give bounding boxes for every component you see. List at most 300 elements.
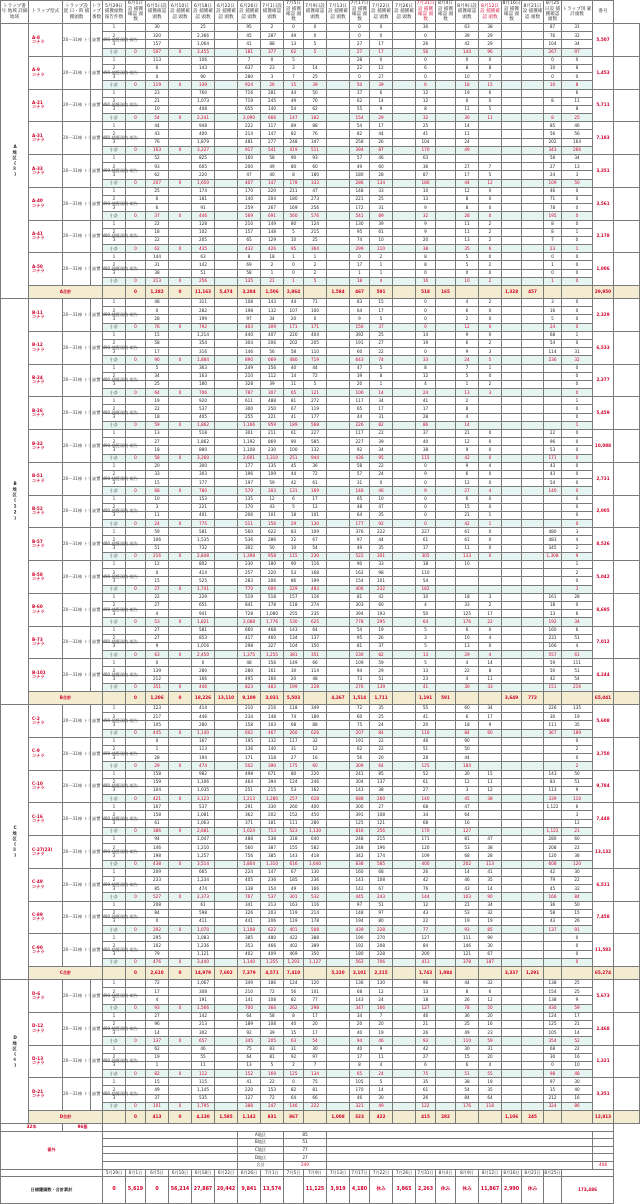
data-cell bbox=[502, 1094, 522, 1102]
data-cell: 15 bbox=[479, 770, 502, 778]
data-cell bbox=[393, 569, 416, 577]
data-cell: 23 bbox=[416, 675, 436, 683]
data-cell bbox=[327, 421, 350, 429]
data-cell: 4 bbox=[562, 642, 593, 650]
data-cell: 33 bbox=[370, 561, 393, 569]
data-cell: 535 bbox=[192, 1094, 215, 1102]
data-cell: 6 bbox=[479, 988, 502, 996]
trap-number-cell bbox=[614, 626, 640, 659]
data-cell: 37 bbox=[350, 89, 370, 97]
data-cell: 0 bbox=[350, 32, 370, 40]
data-cell: 0 bbox=[126, 421, 146, 429]
data-cell bbox=[215, 729, 238, 737]
data-cell: 228 bbox=[370, 950, 393, 958]
data-cell: 350 bbox=[304, 950, 327, 958]
data-cell bbox=[436, 520, 456, 528]
data-cell bbox=[436, 1020, 456, 1028]
data-cell: 25 bbox=[146, 380, 169, 388]
data-cell: 222 bbox=[370, 528, 393, 536]
data-cell bbox=[393, 495, 416, 503]
data-cell bbox=[169, 1045, 192, 1053]
data-cell: 33 bbox=[479, 683, 502, 691]
row-number: 1 bbox=[103, 770, 126, 778]
data-cell bbox=[436, 1061, 456, 1069]
row-number: 3 bbox=[103, 105, 126, 113]
data-cell: 280 bbox=[238, 667, 261, 675]
zone-total-cell: 245 bbox=[522, 1111, 544, 1124]
data-cell: 59 bbox=[146, 421, 169, 429]
data-cell: 0 bbox=[562, 195, 593, 203]
data-cell: 181 bbox=[238, 48, 261, 56]
data-cell: 13 bbox=[416, 667, 436, 675]
zone-total-cell: 165 bbox=[436, 286, 456, 299]
data-cell: 24 bbox=[370, 996, 393, 1004]
data-cell: 15 bbox=[146, 577, 169, 585]
data-cell: 86 bbox=[284, 577, 304, 585]
data-cell bbox=[393, 122, 416, 130]
data-cell bbox=[502, 917, 522, 925]
data-cell: 414 bbox=[192, 569, 215, 577]
data-cell bbox=[436, 195, 456, 203]
data-cell bbox=[522, 470, 544, 478]
data-cell: 2 bbox=[479, 380, 502, 388]
data-cell bbox=[522, 462, 544, 470]
data-cell: 13 bbox=[562, 163, 593, 171]
data-cell bbox=[215, 89, 238, 97]
data-cell: 195 bbox=[238, 737, 261, 745]
data-cell bbox=[393, 413, 416, 421]
data-cell: 94 bbox=[146, 836, 169, 844]
data-cell: 243 bbox=[370, 893, 393, 901]
data-cell bbox=[502, 996, 522, 1004]
data-cell: 41 bbox=[416, 130, 436, 138]
data-cell bbox=[522, 380, 544, 388]
data-cell bbox=[544, 520, 562, 528]
data-cell: 63 bbox=[284, 1037, 304, 1045]
data-cell: 8 bbox=[416, 364, 436, 372]
data-cell: 371 bbox=[238, 819, 261, 827]
data-cell: 103 bbox=[261, 721, 284, 729]
data-cell: 570 bbox=[238, 487, 261, 495]
data-cell bbox=[393, 32, 416, 40]
data-cell: 6 bbox=[416, 1061, 436, 1069]
data-cell: 42 bbox=[544, 675, 562, 683]
data-cell: 196 bbox=[238, 470, 261, 478]
data-cell: 274 bbox=[304, 601, 327, 609]
data-cell: 732 bbox=[192, 544, 215, 552]
data-cell: 4 bbox=[479, 634, 502, 642]
extra-right-value: 408 bbox=[593, 1161, 614, 1169]
data-cell bbox=[436, 155, 456, 163]
trap-label: D-13 コナラ bbox=[29, 1045, 63, 1078]
data-cell: 177 bbox=[238, 462, 261, 470]
data-cell bbox=[522, 163, 544, 171]
row-number: 3 bbox=[103, 269, 126, 277]
data-cell: 49 bbox=[261, 163, 284, 171]
data-cell: 9 bbox=[370, 1045, 393, 1053]
data-cell: 8 bbox=[562, 81, 593, 89]
column-header: 6月26日設 捕獲確認 頭数 bbox=[238, 1, 261, 24]
data-cell bbox=[544, 950, 562, 958]
data-cell: 483 bbox=[261, 683, 284, 691]
data-cell bbox=[169, 89, 192, 97]
data-cell bbox=[169, 1061, 192, 1069]
data-cell: 39 bbox=[261, 380, 284, 388]
data-cell: 27 bbox=[146, 585, 169, 593]
data-cell: 3,455 bbox=[192, 48, 215, 56]
data-cell bbox=[502, 729, 522, 737]
data-cell: 176 bbox=[456, 1102, 479, 1110]
data-cell: 12 bbox=[416, 901, 436, 909]
data-cell bbox=[393, 917, 416, 925]
data-cell bbox=[169, 372, 192, 380]
data-cell bbox=[393, 950, 416, 958]
trap-cumulative: 5,042 bbox=[593, 561, 614, 594]
data-cell: 581 bbox=[192, 528, 215, 536]
data-cell bbox=[169, 32, 192, 40]
data-cell bbox=[327, 786, 350, 794]
zone-total-cell: 2,864 bbox=[284, 286, 304, 299]
footer-date: 8月4日 bbox=[436, 1169, 456, 1177]
bottom-value: 27,887 bbox=[192, 1177, 215, 1204]
column-header: トラップ番号 地域 詳細地域 bbox=[1, 1, 29, 24]
data-cell bbox=[502, 212, 522, 220]
data-cell: 1,862 bbox=[192, 438, 215, 446]
data-cell: 9 bbox=[456, 446, 479, 454]
data-cell bbox=[126, 462, 146, 470]
data-cell: 109 bbox=[350, 659, 370, 667]
footer-date: 8月9日 bbox=[456, 1169, 479, 1177]
trap-type: 20～31棟 トラップ bbox=[63, 155, 91, 188]
data-cell bbox=[522, 97, 544, 105]
data-cell: 488 bbox=[261, 397, 284, 405]
data-cell: 35 bbox=[416, 1078, 436, 1086]
data-cell: 191 bbox=[350, 737, 370, 745]
data-cell: 16 bbox=[562, 1053, 593, 1061]
data-cell: 232 bbox=[370, 585, 393, 593]
data-cell: 129 bbox=[261, 236, 284, 244]
trap-label: A-40 コナラ bbox=[29, 187, 63, 220]
data-cell bbox=[436, 470, 456, 478]
data-cell bbox=[436, 836, 456, 844]
data-cell: 0 bbox=[370, 56, 393, 64]
data-cell: 3,123 bbox=[192, 795, 215, 803]
data-cell bbox=[169, 97, 192, 105]
data-cell bbox=[502, 942, 522, 950]
data-cell: 115 bbox=[284, 552, 304, 560]
data-cell: 5 bbox=[261, 1061, 284, 1069]
column-header: 7月5日設 捕獲確認 頭数 bbox=[284, 1, 304, 24]
data-cell bbox=[169, 138, 192, 146]
data-cell: 11 bbox=[456, 220, 479, 228]
data-cell bbox=[393, 634, 416, 642]
data-cell bbox=[169, 836, 192, 844]
data-cell bbox=[436, 860, 456, 868]
data-cell: 5 bbox=[370, 1078, 393, 1086]
data-cell bbox=[169, 503, 192, 511]
data-cell: 0 bbox=[562, 372, 593, 380]
area-label: A地区(８) bbox=[1, 24, 29, 299]
data-cell: 37 bbox=[370, 323, 393, 331]
data-cell: 9 bbox=[562, 996, 593, 1004]
data-cell: 110 bbox=[456, 1037, 479, 1045]
data-cell bbox=[215, 942, 238, 950]
data-cell bbox=[479, 811, 502, 819]
data-cell: 58 bbox=[261, 155, 284, 163]
data-cell: 1,310 bbox=[261, 454, 284, 462]
data-cell: 216 bbox=[146, 552, 169, 560]
data-cell bbox=[544, 561, 562, 569]
data-cell bbox=[393, 212, 416, 220]
data-cell: 44 bbox=[304, 364, 327, 372]
data-cell bbox=[327, 885, 350, 893]
data-cell bbox=[327, 737, 350, 745]
data-cell bbox=[522, 934, 544, 942]
data-cell: 0 bbox=[126, 729, 146, 737]
data-cell: 318 bbox=[284, 836, 304, 844]
row-number: 小計 bbox=[103, 454, 126, 462]
data-cell bbox=[522, 528, 544, 536]
data-cell bbox=[327, 860, 350, 868]
data-cell: 152 bbox=[284, 811, 304, 819]
data-cell: 86 bbox=[562, 1102, 593, 1110]
data-cell: 295 bbox=[370, 618, 393, 626]
data-cell: 112 bbox=[192, 1070, 215, 1078]
data-cell: 20 bbox=[416, 721, 436, 729]
data-cell bbox=[169, 430, 192, 438]
data-cell: 59 bbox=[562, 1004, 593, 1012]
data-cell: 0 bbox=[562, 495, 593, 503]
data-cell bbox=[436, 421, 456, 429]
data-cell: 59 bbox=[479, 1037, 502, 1045]
data-cell bbox=[502, 479, 522, 487]
trap-method: 設置 N90 捕獲頭数 報告 bbox=[91, 299, 103, 332]
column-header: 7月1日設 捕獲確認 頭数 bbox=[261, 1, 284, 24]
table-row bbox=[1, 980, 640, 988]
data-cell bbox=[522, 446, 544, 454]
data-cell: 22 bbox=[416, 917, 436, 925]
data-cell bbox=[327, 430, 350, 438]
data-cell: 0 bbox=[562, 261, 593, 269]
data-cell: 1,640 bbox=[304, 860, 327, 868]
data-cell: 1,047 bbox=[192, 836, 215, 844]
data-cell: 2,241 bbox=[192, 114, 215, 122]
data-cell: 60 bbox=[479, 729, 502, 737]
data-cell bbox=[522, 397, 544, 405]
data-cell: 4 bbox=[479, 651, 502, 659]
data-cell bbox=[436, 659, 456, 667]
data-cell: 184 bbox=[456, 762, 479, 770]
data-cell: 142 bbox=[192, 261, 215, 269]
data-cell bbox=[169, 269, 192, 277]
data-cell bbox=[502, 836, 522, 844]
data-cell bbox=[393, 642, 416, 650]
data-cell: 45 bbox=[238, 32, 261, 40]
data-cell: 226 bbox=[544, 705, 562, 713]
data-cell: 276 bbox=[350, 683, 370, 691]
data-cell bbox=[327, 778, 350, 786]
data-cell: 22 bbox=[370, 462, 393, 470]
data-cell bbox=[393, 1012, 416, 1020]
data-cell: 78 bbox=[456, 1004, 479, 1012]
data-cell bbox=[169, 122, 192, 130]
data-cell: 36 bbox=[544, 901, 562, 909]
row-number: 1 bbox=[103, 253, 126, 261]
data-cell: 97 bbox=[304, 1053, 327, 1061]
data-cell bbox=[393, 331, 416, 339]
data-cell: 10 bbox=[416, 593, 436, 601]
data-cell: 0 bbox=[416, 73, 436, 81]
data-cell: 303 bbox=[261, 487, 284, 495]
trap-cumulative: 2,329 bbox=[593, 299, 614, 332]
data-cell: 76 bbox=[416, 885, 436, 893]
data-cell: 29 bbox=[370, 667, 393, 675]
data-cell: 115 bbox=[192, 1078, 215, 1086]
data-cell: 206 bbox=[261, 917, 284, 925]
row-number: 1 bbox=[103, 24, 126, 32]
data-cell: 61 bbox=[146, 819, 169, 827]
data-cell bbox=[436, 577, 456, 585]
data-cell bbox=[393, 397, 416, 405]
row-number: 1 bbox=[103, 626, 126, 634]
data-cell: 0 bbox=[562, 520, 593, 528]
data-cell bbox=[436, 236, 456, 244]
data-cell: 5 bbox=[146, 364, 169, 372]
data-cell: 342 bbox=[350, 852, 370, 860]
data-cell bbox=[544, 577, 562, 585]
column-header: トラップ別 累計頭数 bbox=[562, 1, 593, 24]
data-cell: 52 bbox=[146, 155, 169, 163]
data-cell bbox=[393, 179, 416, 187]
row-number: 2 bbox=[103, 811, 126, 819]
row-number: 3 bbox=[103, 721, 126, 729]
data-cell bbox=[327, 479, 350, 487]
data-cell: 93 bbox=[456, 926, 479, 934]
data-cell: 9 bbox=[350, 315, 370, 323]
data-cell bbox=[436, 495, 456, 503]
data-cell bbox=[436, 909, 456, 917]
data-cell: 134 bbox=[304, 1070, 327, 1078]
data-cell bbox=[393, 64, 416, 72]
data-cell: 0 bbox=[126, 860, 146, 868]
data-cell bbox=[215, 339, 238, 347]
data-cell: 11 bbox=[456, 228, 479, 236]
data-cell: 1 bbox=[284, 253, 304, 261]
trap-method: 設置 N90 捕獲頭数 報告 bbox=[91, 561, 103, 594]
data-cell: 1,080 bbox=[261, 610, 284, 618]
trap-method: 設置 N90 捕獲頭数 報告 bbox=[91, 770, 103, 803]
data-cell: 25 bbox=[562, 114, 593, 122]
data-cell bbox=[169, 721, 192, 729]
data-cell: 1,108 bbox=[238, 446, 261, 454]
data-cell: 127 bbox=[238, 1094, 261, 1102]
data-cell bbox=[393, 1029, 416, 1037]
data-cell: 81 bbox=[350, 642, 370, 650]
data-cell: 44 bbox=[456, 754, 479, 762]
data-cell: 68 bbox=[370, 868, 393, 876]
zone-subtotal-label: A合計 bbox=[29, 286, 103, 299]
data-cell bbox=[327, 307, 350, 315]
data-cell: 95 bbox=[350, 634, 370, 642]
data-cell bbox=[436, 876, 456, 884]
data-cell: 0 bbox=[126, 245, 146, 253]
data-cell bbox=[215, 380, 238, 388]
data-cell bbox=[502, 405, 522, 413]
data-cell: 9 bbox=[416, 228, 436, 236]
data-cell bbox=[393, 245, 416, 253]
data-cell: 147 bbox=[261, 179, 284, 187]
data-cell: 80 bbox=[284, 220, 304, 228]
data-cell bbox=[436, 48, 456, 56]
footer-date: 6月10日 bbox=[169, 1169, 192, 1177]
data-cell bbox=[522, 958, 544, 966]
data-cell: 37 bbox=[146, 1094, 169, 1102]
data-cell bbox=[393, 487, 416, 495]
trap-type: 20～31棟 トラップ bbox=[63, 705, 91, 738]
data-cell: 426 bbox=[261, 245, 284, 253]
data-cell bbox=[502, 852, 522, 860]
data-cell: 93 bbox=[146, 1004, 169, 1012]
column-header: 5月29日 捕獲頭数 報告件数 bbox=[103, 1, 126, 24]
data-cell bbox=[393, 503, 416, 511]
data-cell: 0 bbox=[416, 32, 436, 40]
data-cell: 227 bbox=[350, 438, 370, 446]
data-cell bbox=[126, 934, 146, 942]
data-cell: 39 bbox=[370, 438, 393, 446]
data-cell: 135 bbox=[261, 462, 284, 470]
data-cell: 53 bbox=[456, 909, 479, 917]
trap-type: 20～31棟 トラップ bbox=[63, 56, 91, 89]
data-cell: 52 bbox=[416, 770, 436, 778]
data-cell: 43 bbox=[544, 470, 562, 478]
trap-label: B-12 コナラ bbox=[29, 331, 63, 364]
data-cell: 0 bbox=[416, 511, 436, 519]
data-cell: 6 bbox=[416, 81, 436, 89]
trap-type: 20～31棟 トラップ bbox=[63, 659, 91, 692]
data-cell bbox=[215, 844, 238, 852]
data-cell bbox=[169, 1053, 192, 1061]
data-cell: 50 bbox=[261, 544, 284, 552]
data-cell: 1,130 bbox=[304, 827, 327, 835]
row-number: 小計 bbox=[103, 683, 126, 691]
data-cell: 104 bbox=[416, 138, 436, 146]
data-cell bbox=[215, 204, 238, 212]
data-cell bbox=[215, 601, 238, 609]
trap-method: 設置 N90 捕獲頭数 報告 bbox=[91, 155, 103, 188]
trap-label: B-11 コナラ bbox=[29, 299, 63, 332]
bottom-value: 2,263 bbox=[416, 1177, 436, 1204]
data-cell: 26 bbox=[416, 1029, 436, 1037]
data-cell: 84 bbox=[456, 1094, 479, 1102]
data-cell: 30 bbox=[562, 868, 593, 876]
data-cell: 2 bbox=[479, 601, 502, 609]
data-cell bbox=[327, 1086, 350, 1094]
trap-cumulative: 2,005 bbox=[593, 495, 614, 528]
data-cell: 158 bbox=[238, 721, 261, 729]
data-cell bbox=[169, 885, 192, 893]
data-cell: 502 bbox=[238, 762, 261, 770]
data-cell: 90 bbox=[479, 934, 502, 942]
data-cell bbox=[502, 642, 522, 650]
data-cell: 44 bbox=[284, 299, 304, 307]
data-cell: 44 bbox=[456, 980, 479, 988]
data-cell bbox=[327, 675, 350, 683]
data-cell: 108 bbox=[238, 299, 261, 307]
data-cell: 10 bbox=[544, 81, 562, 89]
data-cell: 2 bbox=[479, 261, 502, 269]
data-cell: 582 bbox=[304, 844, 327, 852]
data-cell: 569 bbox=[238, 212, 261, 220]
